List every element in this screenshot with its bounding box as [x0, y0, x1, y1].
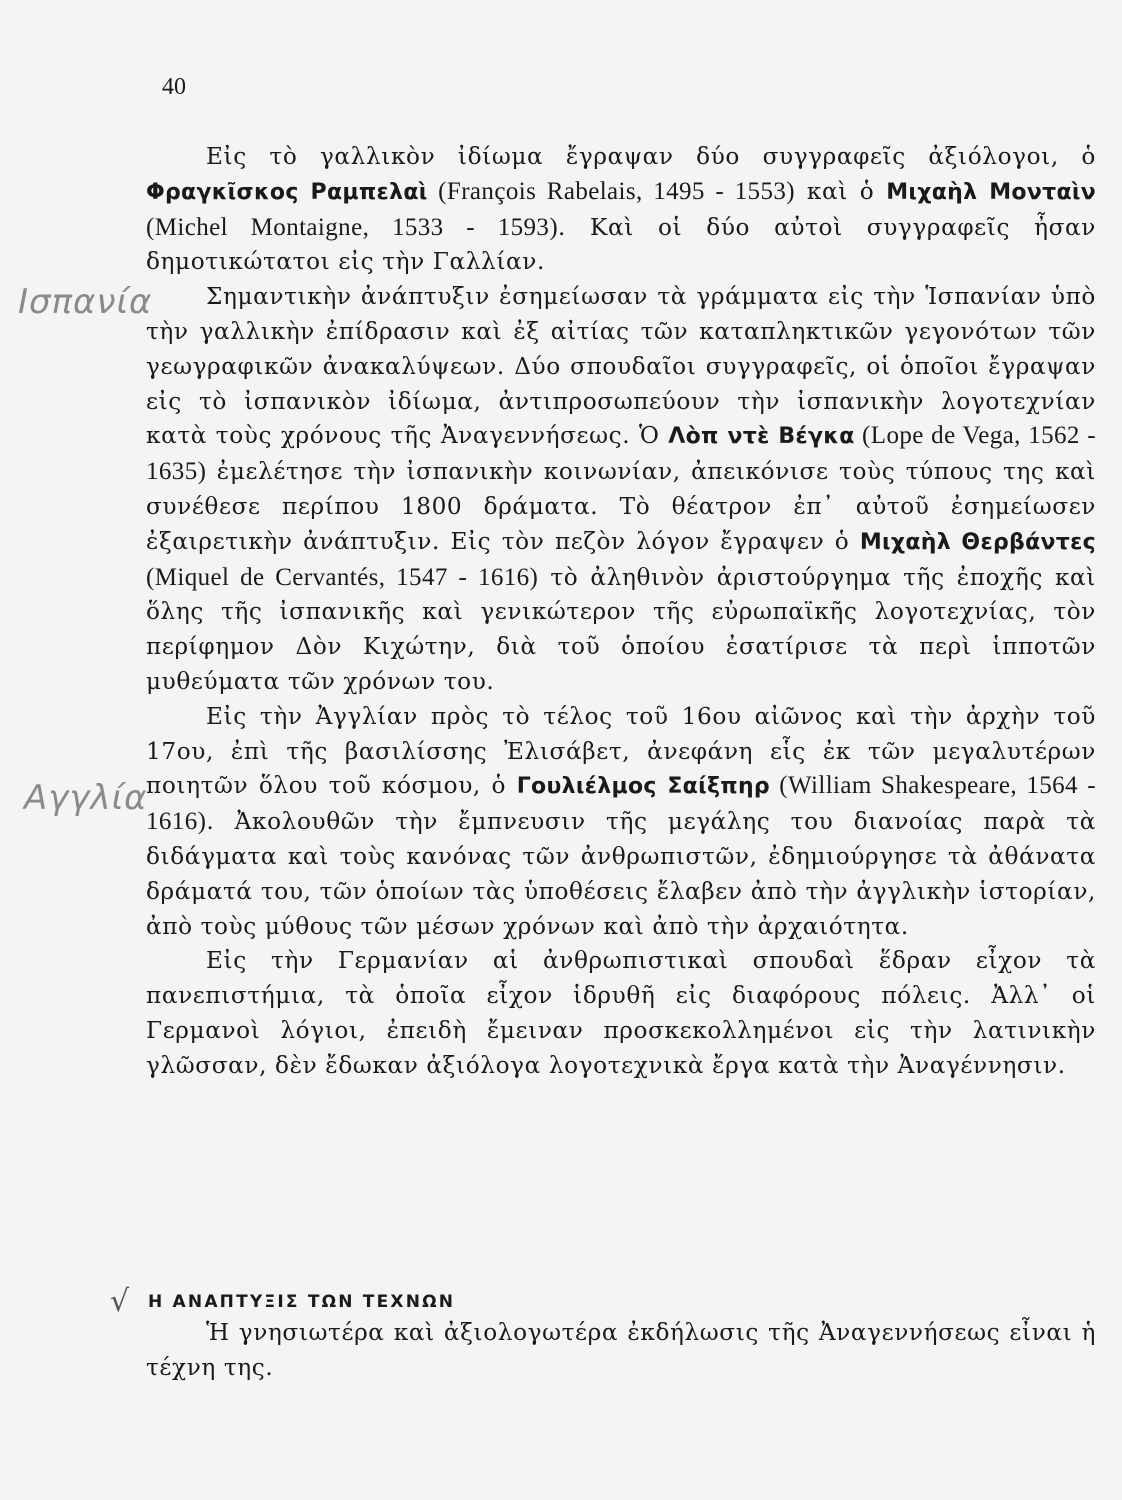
paragraph-germany — [146, 944, 1096, 1083]
paragraph-arts: Ἡ γνησιωτέρα καὶ ἀξιολογωτέρα ἐκδήλωσις τῆς Ἀναγεννήσεως εἶναι ἡ τέχνη της. — [146, 1319, 1096, 1381]
latin-name-dates: (François Rabelais, 1495 - 1553) — [427, 177, 795, 205]
paragraph-spain — [146, 280, 1096, 700]
person-name: Λὸπ ντὲ Βέγκα — [668, 424, 855, 450]
margin-note-spain: Ισπανία — [18, 282, 153, 322]
person-name: Γουλιέλμος Σαίξπηρ — [516, 774, 770, 800]
section-heading: Η ΑΝΑΠΤΥΞΙΣ ΤΩΝ ΤΕΧΝΩΝ — [148, 1291, 456, 1312]
person-name: Μιχαὴλ Μονταὶν — [886, 179, 1097, 205]
body-text — [146, 140, 1096, 1084]
paragraph-france — [146, 140, 1096, 280]
latin-name-dates: (William Shakespeare, 1564 - 1616) — [146, 772, 1096, 836]
latin-name-dates: (Miquel de Cervantés, 1547 - 1616) — [146, 563, 539, 591]
text-run: Εἰς τὸ γαλλικὸν ἰδίωμα ἔγραψαν δύο συγγραφεῖς ἀξιόλογοι, ὁ — [206, 143, 1096, 170]
text-run: ἐμελέτησε τὴν ἰσπανικὴν κοινωνίαν, ἀπεικόνισε τοὺς τύπους της καὶ συνέθεσε περίπου 1800 δράματα. Τὸ θέατρον ἐπ᾽ αὐτοῦ ἐσημείωσεν ἐξαιρετικὴν ἀνάπτυξιν. Εἰς τὸν πεζὸν λόγον ἔγραψεν ὁ — [146, 458, 1096, 555]
text-run: τὸ ἀληθινὸν ἀριστούργημα τῆς ἐποχῆς καὶ ὅλης τῆς ἰσπανικῆς καὶ γενικώτερον τῆς εὐρωπαϊκῆς λογοτεχνίας, τὸν περίφημον Δὸν Κιχώτην, διὰ τοῦ ὁποίου ἐσατίρισε τὰ περὶ ἱπποτῶν μυθεύματα τῶν χρόνων του. — [146, 563, 1097, 695]
section-text — [146, 1316, 1096, 1386]
person-name: Μιχαὴλ Θερβάντες — [859, 529, 1097, 555]
text-run: Εἰς τὴν Γερμανίαν αἱ ἀνθρωπιστικαὶ σπουδαὶ ἕδραν εἶχον τὰ πανεπιστήμια, τὰ ὁποῖα εἶχον ἱδρυθῆ εἰς διαφόρους πόλεις. Ἀλλ᾽ οἱ Γερμανοὶ λόγιοι, ἐπειδὴ ἔμειναν προσκεκολλημένοι εἰς τὴν λατινικὴν γλῶσσαν, δὲν ἔδωκαν ἀξιόλογα λογοτεχνικὰ ἔργα κατὰ τὴν Ἀναγέννησιν. — [146, 947, 1096, 1079]
check-mark-icon: √ — [110, 1284, 130, 1319]
text-run: καὶ ὁ — [794, 177, 887, 205]
paragraph-england — [146, 700, 1096, 945]
person-name: Φραγκῖσκος Ραμπελαὶ — [146, 179, 428, 205]
text-run: . Καὶ οἱ δύο αὐτοὶ συγγραφεῖς ἦσαν δημοτικώτατοι εἰς τὴν Γαλλίαν. — [146, 213, 1096, 276]
section-heading-block — [110, 1284, 1096, 1319]
page-number: 40 — [162, 74, 186, 100]
text-run: Σημαντικὴν ἀνάπτυξιν ἐσημείωσαν τὰ γράμματα εἰς τὴν Ἱσπανίαν ὑπὸ τὴν γαλλικὴν ἐπίδρασιν καὶ ἐξ αἰτίας τῶν καταπληκτικῶν γεγονότων τῶν γεωγραφικῶν ἀνακαλύψεων. Δύο σπουδαῖοι συγγραφεῖς, οἱ ὁποῖοι ἔγραψαν εἰς τὸ ἰσπανικὸν ἰδίωμα, ἀντιπροσωπεύουν τὴν ἰσπανικὴν λογοτεχνίαν κατὰ τοὺς χρόνους τῆς Ἀναγεννήσεως. Ὁ — [146, 283, 1096, 450]
text-run: . Ἀκολουθῶν τὴν ἔμπνευσιν τῆς μεγάλης του διανοίας παρὰ τὰ διδάγματα καὶ τοὺς κανόνας τῶν ἀνθρωπιστῶν, ἐδημιούργησε τὰ ἀθάνατα δράματά του, τῶν ὁποίων τὰς ὑποθέσεις ἔλαβεν ἀπὸ τὴν ἀγγλικὴν ἱστορίαν, ἀπὸ τοὺς μύθους τῶν μέσων χρόνων καὶ ἀπὸ τὴν ἀρχαιότητα. — [146, 808, 1096, 940]
text-run: Εἰς τὴν Ἀγγλίαν πρὸς τὸ τέλος τοῦ 16ου αἰῶνος καὶ τὴν ἀρχὴν τοῦ 17ου, ἐπὶ τῆς βασιλίσσης Ἐλισάβετ, ἀνεφάνη εἷς ἐκ τῶν μεγαλυτέρων ποιητῶν ὅλου τοῦ κόσμου, ὁ — [146, 702, 1096, 800]
latin-name-dates: (Michel Montaigne, 1533 - 1593) — [146, 213, 559, 241]
latin-name-dates: (Lope de Vega, 1562 - 1635) — [146, 422, 1096, 486]
margin-note-england: Αγγλία — [24, 778, 148, 818]
